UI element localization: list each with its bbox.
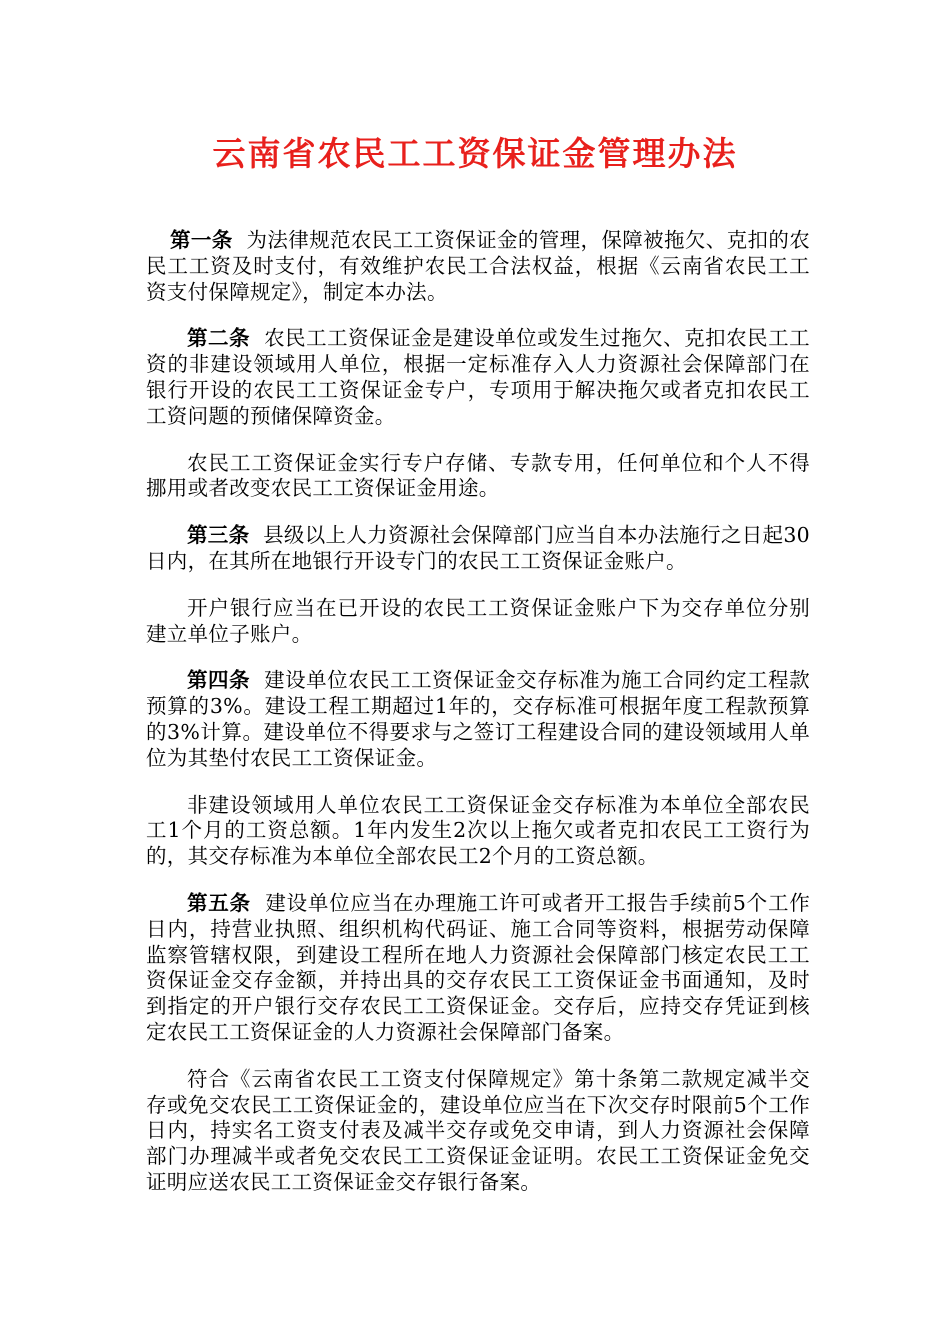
article-number: 第一条 bbox=[170, 228, 233, 252]
article-number: 第四条 bbox=[187, 668, 251, 693]
paragraph bbox=[146, 451, 810, 503]
paragraph-article-4 bbox=[146, 668, 810, 771]
paragraph-text: 农民工工资保证金是建设单位或发生过拖欠、克扣农民工工资的非建设领域用人单位，根据一定标准存入人力资源社会保障部门在银行开设的农民工工资保证金专户，专项用于解决拖欠或者克扣农民工工资问题的预储保障资金。 bbox=[146, 326, 810, 428]
article-number: 第三条 bbox=[187, 523, 250, 548]
paragraph-text: 建设单位应当在办理施工许可或者开工报告手续前5个工作日内，持营业执照、组织机构代码证、施工合同等资料，根据劳动保障监察管辖权限，到建设工程所在地人力资源社会保障部门核定农民工工资保证金交存金额，并持出具的交存农民工工资保证金书面通知，及时到指定的开户银行交存农民工工资保证金。交存后，应持交存凭证到核定农民工工资保证金的人力资源社会保障部门备案。 bbox=[146, 890, 810, 1044]
paragraph bbox=[146, 596, 810, 648]
article-number: 第二条 bbox=[187, 326, 251, 351]
paragraph-article-1 bbox=[146, 228, 810, 305]
paragraph bbox=[146, 1067, 810, 1196]
paragraph-text: 非建设领域用人单位农民工工资保证金交存标准为本单位全部农民工1个月的工资总额。1年内发生2次以上拖欠或者克扣农民工工资行为的，其交存标准为本单位全部农民工2个月的工资总额。 bbox=[146, 792, 810, 869]
paragraph bbox=[146, 793, 810, 870]
paragraph-text: 为法律规范农民工工资保证金的管理，保障被拖欠、克扣的农民工工资及时支付，有效维护农民工合法权益，根据《云南省农民工工资支付保障规定》，制定本办法。 bbox=[146, 228, 811, 304]
paragraph-article-3 bbox=[146, 523, 810, 575]
document-body bbox=[146, 228, 810, 1217]
article-number: 第五条 bbox=[187, 890, 251, 915]
paragraph-text: 符合《云南省农民工工资支付保障规定》第十条第二款规定减半交存或免交农民工工资保证金的，建设单位应当在下次交存时限前5个工作日内，持实名工资支付表及减半交存或免交申请，到人力资源社会保障部门办理减半或者免交农民工工资保证金证明。农民工工资保证金免交证明应送农民工工资保证金交存银行备案。 bbox=[146, 1066, 810, 1194]
paragraph-text: 县级以上人力资源社会保障部门应当自本办法施行之日起30日内，在其所在地银行开设专门的农民工工资保证金账户。 bbox=[146, 523, 810, 573]
paragraph-text: 开户银行应当在已开设的农民工工资保证金账户下为交存单位分别建立单位子账户。 bbox=[146, 595, 810, 646]
paragraph-article-5 bbox=[146, 891, 810, 1046]
paragraph-text: 建设单位农民工工资保证金交存标准为施工合同约定工程款预算的3%。建设工程工期超过1年的，交存标准可根据年度工程款预算的3%计算。建设单位不得要求与之签订工程建设合同的建设领域用人单位为其垫付农民工工资保证金。 bbox=[146, 668, 810, 770]
paragraph-article-2 bbox=[146, 326, 810, 429]
document-title: 云南省农民工工资保证金管理办法 bbox=[212, 134, 738, 173]
paragraph-text: 农民工工资保证金实行专户存储、专款专用，任何单位和个人不得挪用或者改变农民工工资保证金用途。 bbox=[146, 450, 810, 501]
